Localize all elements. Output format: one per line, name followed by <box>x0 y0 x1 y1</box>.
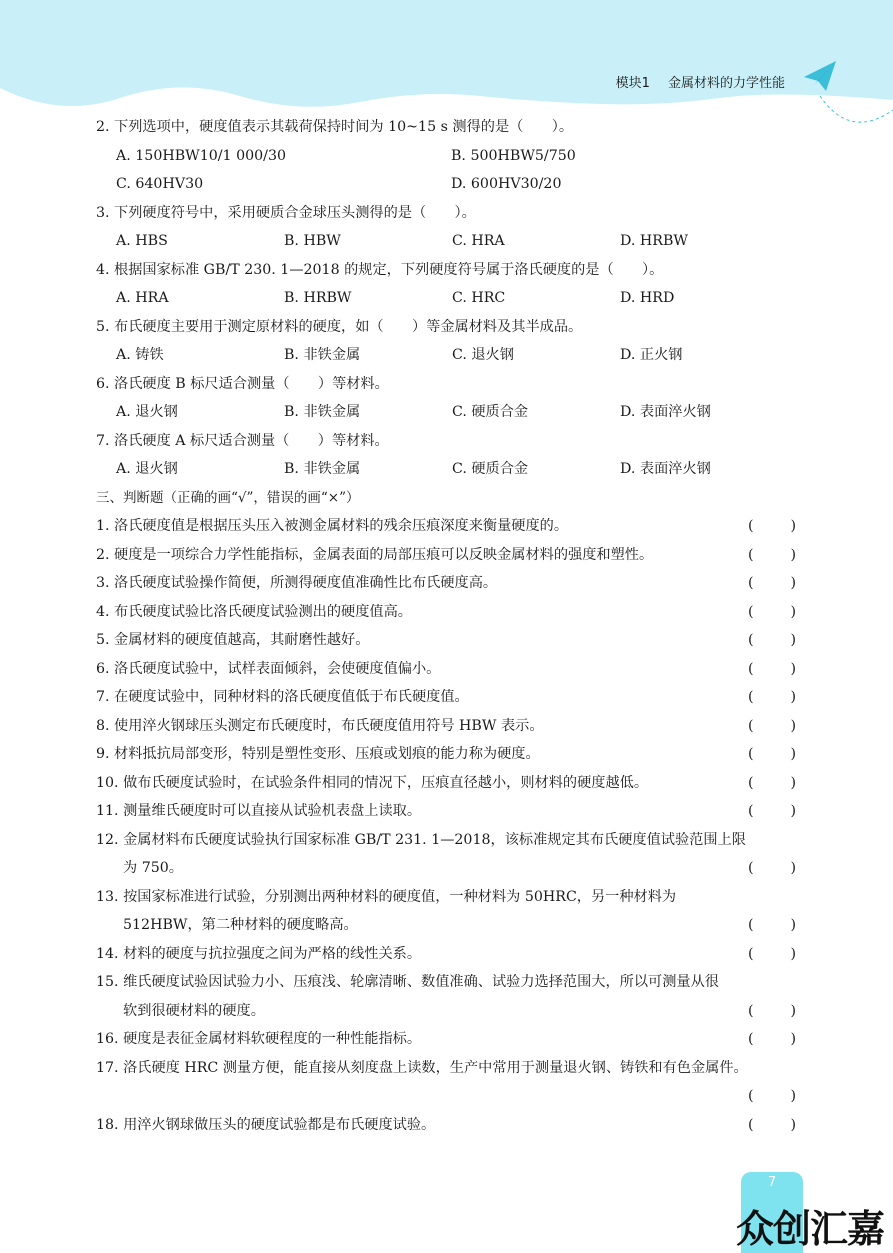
answer-option: B. 500HBW5/750 <box>451 147 576 164</box>
answer-option: B. HBW <box>284 233 341 249</box>
option-row <box>96 170 816 199</box>
answer-blank <box>748 1082 796 1111</box>
paren-open: ( <box>748 1002 754 1019</box>
question-stem: 5. 布氏硬度主要用于测定原材料的硬度，如（ ）等金属材料及其半成品。 <box>96 318 583 335</box>
answer-option: A. 退火钢 <box>116 461 178 477</box>
paper-plane-icon <box>800 55 840 95</box>
answer-blank <box>748 940 796 969</box>
answer-option: C. 硬质合金 <box>452 404 529 420</box>
paren-close: ) <box>790 575 796 591</box>
paren-close: ) <box>790 917 796 933</box>
question-stem: 2. 下列选项中，硬度值表示其载荷保持时间为 10~15 s 测得的是（ ）。 <box>96 119 574 135</box>
option-row <box>96 341 816 370</box>
answer-option: C. HRC <box>452 290 506 306</box>
answer-blank <box>748 911 796 940</box>
watermark-logo: 众创汇嘉 <box>736 1207 885 1251</box>
answer-option: C. 640HV30 <box>116 176 204 192</box>
paren-close: ) <box>790 717 796 734</box>
paren-close: ) <box>790 1088 796 1104</box>
option-row <box>96 227 816 256</box>
true-false-statement: 6. 洛氏硬度试验中，试样表面倾斜，会使硬度值偏小。 ( ) <box>96 655 816 684</box>
true-false-statement: 9. 材料抵抗局部变形，特别是塑性变形、压痕或划痕的能力称为硬度。 ( ) <box>96 740 816 769</box>
paren-open: ( <box>748 1116 754 1133</box>
chapter-title: 金属材料的力学性能 <box>667 76 785 91</box>
paren-close: ) <box>790 546 796 563</box>
paren-close: ) <box>790 632 796 648</box>
paren-open: ( <box>748 518 754 534</box>
paren-open: ( <box>748 746 754 762</box>
answer-blank <box>748 626 796 655</box>
true-false-statement: 10. 做布氏硬度试验时，在试验条件相同的情况下，压痕直径越小，则材料的硬度越低。 ( ) <box>96 769 816 798</box>
option-row <box>96 142 816 171</box>
paren-open: ( <box>748 1088 754 1104</box>
paren-open: ( <box>748 603 754 620</box>
true-false-statement: 13. 按国家标准进行试验，分别测出两种材料的硬度值，一种材料为 50HRC，另一种材料为 <box>96 888 677 905</box>
true-false-statement: 11. 测量维氏硬度时可以直接从试验机表盘上读取。 ( ) <box>96 797 816 826</box>
paren-close: ) <box>790 603 796 620</box>
true-false-statement <box>96 1082 816 1111</box>
header-wave-decoration <box>0 0 893 125</box>
answer-option: C. 硬质合金 <box>452 461 529 477</box>
true-false-statement: 4. 布氏硬度试验比洛氏硬度试验测出的硬度值高。 ( ) <box>96 598 816 627</box>
answer-blank <box>748 1111 796 1140</box>
answer-option: D. 表面淬火钢 <box>620 404 711 420</box>
section-heading <box>96 484 816 513</box>
paren-open: ( <box>748 717 754 734</box>
answer-blank <box>748 769 796 798</box>
true-false-statement: 8. 使用淬火钢球压头测定布氏硬度时，布氏硬度值用符号 HBW 表示。 ( ) <box>96 712 816 741</box>
paren-close: ) <box>790 518 796 534</box>
paren-open: ( <box>748 803 754 819</box>
answer-option: D. HRBW <box>620 233 688 249</box>
true-false-statement: 3. 洛氏硬度试验操作简便，所测得硬度值准确性比布氏硬度高。 ( ) <box>96 569 816 598</box>
paren-open: ( <box>748 632 754 648</box>
option-row <box>96 398 816 427</box>
paren-open: ( <box>748 774 754 791</box>
answer-option: D. 表面淬火钢 <box>620 461 711 477</box>
true-false-statement: 18. 用淬火钢球做压头的硬度试验都是布氏硬度试验。 ( ) <box>96 1111 816 1140</box>
answer-option: A. 铸铁 <box>116 347 164 363</box>
answer-blank <box>748 541 796 570</box>
true-false-statement: 15. 维氏硬度试验因试验力小、压痕浅、轮廓清晰、数值准确、试验力选择范围大，所以可测量从很 <box>96 974 719 990</box>
answer-blank <box>748 997 796 1026</box>
option-row <box>96 284 816 313</box>
true-false-statement: 1. 洛氏硬度值是根据压头压入被测金属材料的残余压痕深度来衡量硬度的。 ( ) <box>96 512 816 541</box>
paren-close: ) <box>790 945 796 962</box>
answer-option: D. HRD <box>620 290 675 306</box>
worksheet-content <box>96 113 816 1139</box>
answer-option: A. HBS <box>116 233 168 249</box>
true-false-statement: 14. 材料的硬度与抗拉强度之间为严格的线性关系。 ( ) <box>96 940 816 969</box>
true-false-statement: 为 750。 ( ) <box>96 854 816 883</box>
module-label: 模块1 <box>615 76 650 91</box>
answer-blank <box>748 797 796 826</box>
paren-open: ( <box>748 860 754 876</box>
question-stem: 7. 洛氏硬度 A 标尺适合测量（ ）等材料。 <box>96 432 389 449</box>
true-false-statement: 12. 金属材料布氏硬度试验执行国家标准 GB/T 231. 1—2018，该标准规定其布氏硬度值试验范围上限 <box>96 831 746 848</box>
answer-blank <box>748 854 796 883</box>
paren-open: ( <box>748 660 754 677</box>
paren-open: ( <box>748 917 754 933</box>
paren-open: ( <box>748 689 754 705</box>
paren-open: ( <box>748 575 754 591</box>
page-number: 7 <box>767 1175 777 1190</box>
header-band <box>0 0 893 110</box>
paren-open: ( <box>748 1031 754 1047</box>
answer-option: B. 非铁金属 <box>284 347 361 363</box>
true-false-statement: 512HBW，第二种材料的硬度略高。 ( ) <box>96 911 816 940</box>
question-stem: 4. 根据国家标准 GB/T 230. 1—2018 的规定，下列硬度符号属于洛氏硬度的是（ ）。 <box>96 261 664 278</box>
answer-blank <box>748 569 796 598</box>
answer-option: B. 非铁金属 <box>284 461 361 477</box>
section-title: 三、判断题 <box>96 489 164 506</box>
paren-close: ) <box>790 1031 796 1047</box>
answer-blank <box>748 512 796 541</box>
paren-close: ) <box>790 1002 796 1019</box>
answer-blank <box>748 683 796 712</box>
question-stem: 3. 下列硬度符号中，采用硬质合金球压头测得的是（ ）。 <box>96 204 476 221</box>
true-false-statement: 16. 硬度是表征金属材料软硬程度的一种性能指标。 ( ) <box>96 1025 816 1054</box>
answer-option: B. 非铁金属 <box>284 404 361 420</box>
paren-open: ( <box>748 546 754 563</box>
running-header <box>616 72 785 91</box>
paren-close: ) <box>790 746 796 762</box>
answer-blank <box>748 655 796 684</box>
answer-option: A. HRA <box>116 290 169 306</box>
answer-blank <box>748 598 796 627</box>
paren-open: ( <box>748 945 754 962</box>
true-false-statement: 17. 洛氏硬度 HRC 测量方便，能直接从刻度盘上读数，生产中常用于测量退火钢、铸铁和有色金属件。 <box>96 1059 748 1076</box>
answer-blank <box>748 1025 796 1054</box>
answer-option: D. 正火钢 <box>620 347 683 363</box>
question-stem: 6. 洛氏硬度 B 标尺适合测量（ ）等材料。 <box>96 375 389 392</box>
answer-blank <box>748 712 796 741</box>
section-subtitle: （正确的画“√”，错误的画“×”） <box>163 489 360 506</box>
answer-option: A. 150HBW10/1 000/30 <box>116 147 287 164</box>
paren-close: ) <box>790 1116 796 1133</box>
true-false-statement: 软到很硬材料的硬度。 ( ) <box>96 997 816 1026</box>
answer-option: B. HRBW <box>284 290 352 306</box>
paren-close: ) <box>790 803 796 819</box>
answer-option: C. 退火钢 <box>452 347 514 363</box>
option-row <box>96 455 816 484</box>
paren-close: ) <box>790 774 796 791</box>
paren-close: ) <box>790 689 796 705</box>
paren-close: ) <box>790 860 796 876</box>
answer-option: D. 600HV30/20 <box>451 176 562 192</box>
answer-blank <box>748 740 796 769</box>
answer-option: C. HRA <box>452 233 505 249</box>
true-false-statement: 7. 在硬度试验中，同种材料的洛氏硬度值低于布氏硬度值。 ( ) <box>96 683 816 712</box>
true-false-statement: 2. 硬度是一项综合力学性能指标，金属表面的局部压痕可以反映金属材料的强度和塑性。 ( ) <box>96 541 816 570</box>
paren-close: ) <box>790 660 796 677</box>
true-false-statement: 5. 金属材料的硬度值越高，其耐磨性越好。 ( ) <box>96 626 816 655</box>
answer-option: A. 退火钢 <box>116 404 178 420</box>
